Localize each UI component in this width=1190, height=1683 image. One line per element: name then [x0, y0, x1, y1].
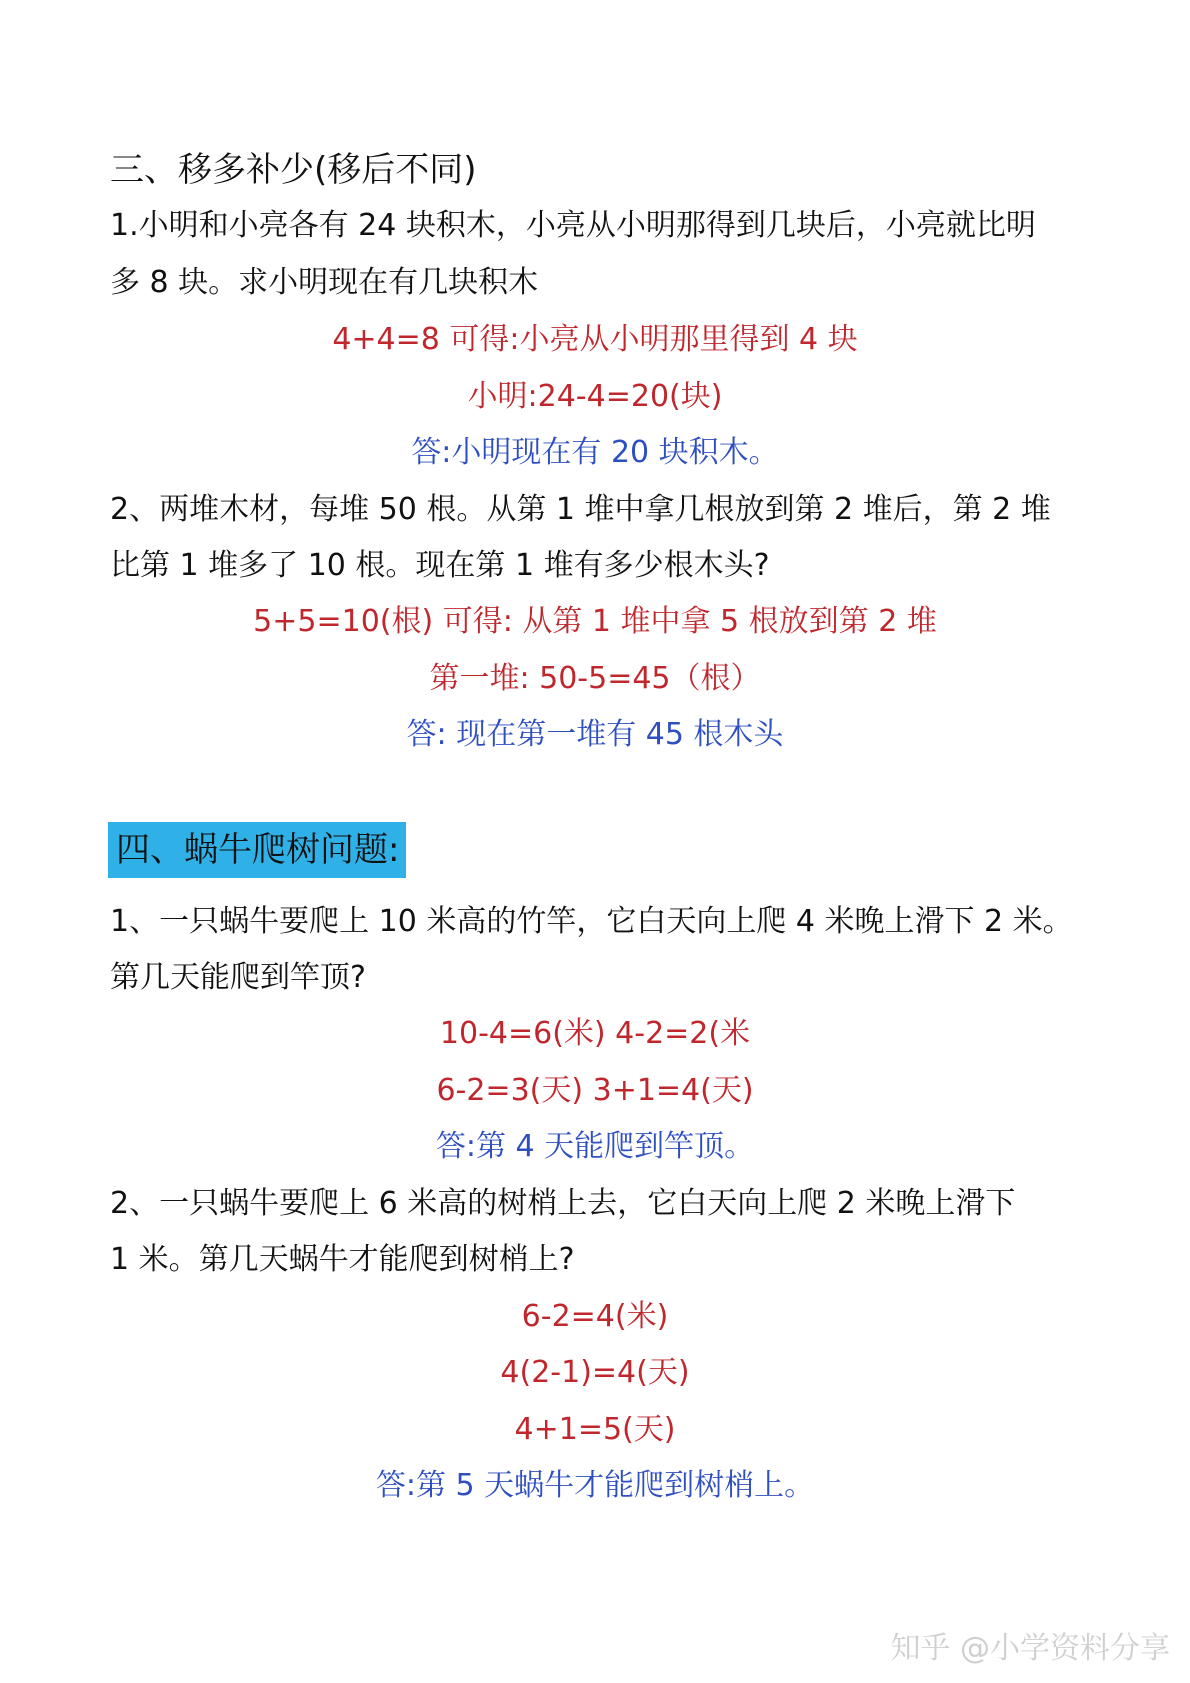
s3-problem-1-step-1: 4+4=8 可得:小亮从小明那里得到 4 块: [332, 322, 858, 357]
s3-problem-1-question-line-2: 多 8 块。求小明现在有几块积木: [110, 265, 539, 300]
s4-problem-1-step-2: 6-2=3(天) 3+1=4(天): [436, 1073, 754, 1108]
s3-problem-2-question-line-1: 2、两堆木材，每堆 50 根。从第 1 堆中拿几根放到第 2 堆后，第 2 堆: [110, 492, 1051, 527]
s4-problem-1-answer: 答:第 4 天能爬到竿顶。: [435, 1129, 755, 1164]
s3-problem-2-question-line-2: 比第 1 堆多了 10 根。现在第 1 堆有多少根木头?: [110, 548, 770, 583]
s4-problem-2-step-1: 6-2=4(米): [521, 1299, 669, 1334]
s4-problem-1-step-1: 10-4=6(米) 4-2=2(米: [439, 1016, 751, 1051]
s4-problem-2-question-line-2: 1 米。第几天蜗牛才能爬到树梢上?: [110, 1242, 575, 1277]
s3-problem-1-step-2: 小明:24-4=20(块): [467, 379, 723, 414]
s3-problem-1-question-line-1: 1.小明和小亮各有 24 块积木，小亮从小明那得到几块后，小亮就比明: [110, 208, 1036, 243]
s4-problem-2-answer: 答:第 5 天蜗牛才能爬到树梢上。: [375, 1468, 815, 1503]
s3-problem-1-answer: 答:小明现在有 20 块积木。: [411, 435, 779, 470]
s3-problem-2-step-2: 第一堆: 50-5=45（根）: [429, 661, 761, 696]
section-3-heading: 三、移多补少(移后不同): [110, 150, 477, 190]
s4-problem-2-step-3: 4+1=5(天): [514, 1412, 676, 1447]
s3-problem-2-step-1: 5+5=10(根) 可得: 从第 1 堆中拿 5 根放到第 2 堆: [253, 604, 937, 639]
watermark-text: 知乎 @小学资料分享: [890, 1631, 1170, 1666]
s4-problem-1-question-line-1: 1、一只蜗牛要爬上 10 米高的竹竿，它白天向上爬 4 米晚上滑下 2 米。: [110, 904, 1073, 939]
section-4-heading: 四、蜗牛爬树问题:: [116, 830, 400, 870]
s4-problem-1-question-line-2: 第几天能爬到竿顶?: [110, 960, 366, 995]
s4-problem-2-step-2: 4(2-1)=4(天): [500, 1355, 690, 1390]
s3-problem-2-answer: 答: 现在第一堆有 45 根木头: [406, 717, 784, 752]
s4-problem-2-question-line-1: 2、一只蜗牛要爬上 6 米高的树梢上去，它白天向上爬 2 米晚上滑下: [110, 1186, 1016, 1221]
